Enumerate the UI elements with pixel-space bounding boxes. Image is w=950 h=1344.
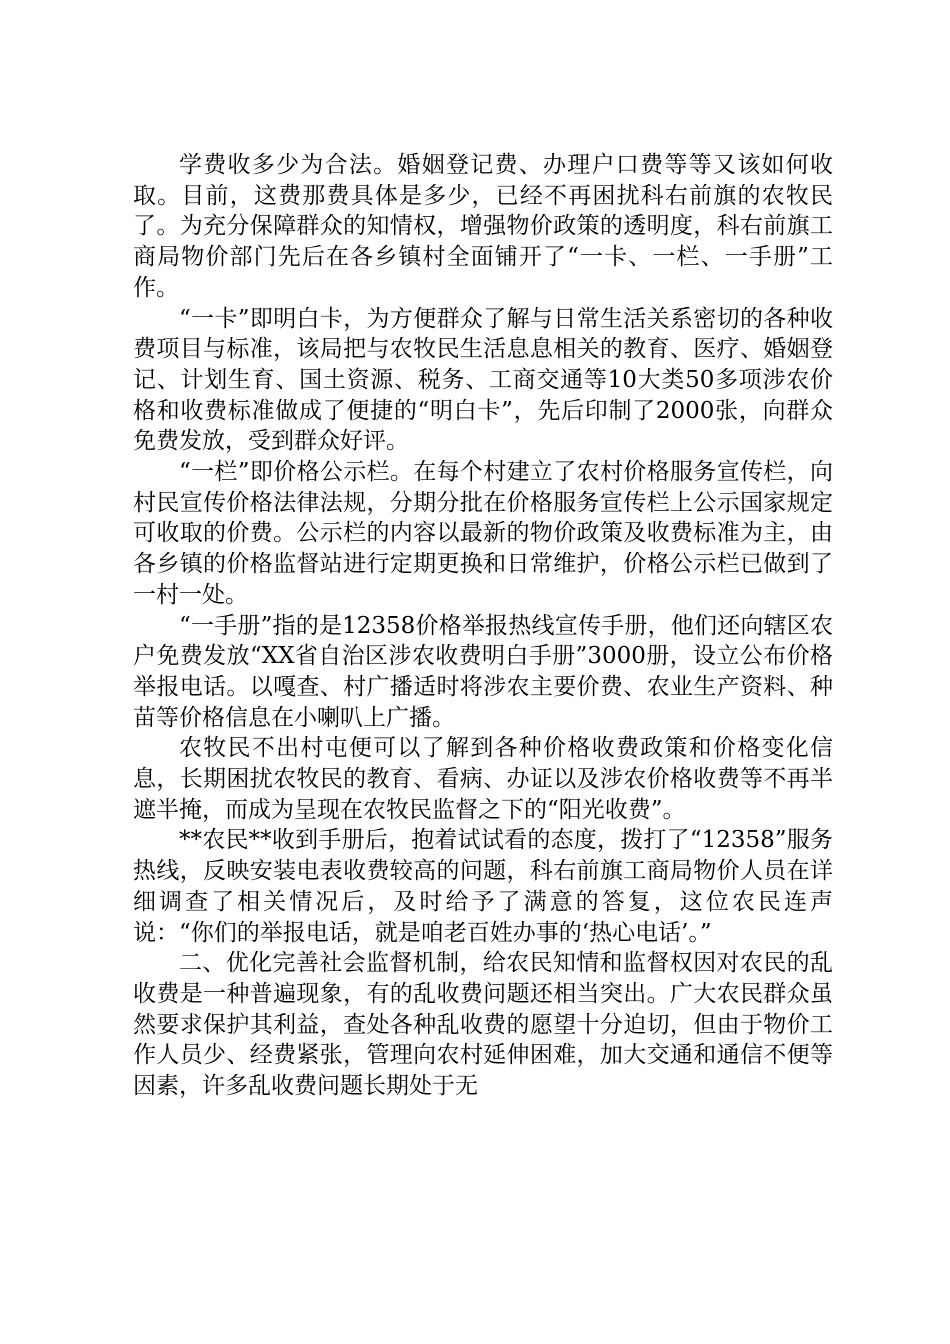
document-body xyxy=(133,150,833,1102)
paragraph-3: “一栏”即价格公示栏。在每个村建立了农村价格服务宣传栏，向村民宣传价格法律法规，分期分批在价格服务宣传栏上公示国家规定可收取的价费。公示栏的内容以最新的物价政策及收费标准为主，由各乡镇的价格监督站进行定期更换和日常维护，价格公示栏已做到了一村一处。 xyxy=(133,459,833,608)
paragraph-6: **农民**收到手册后，抱着试试看的态度，拨打了“12358”服务热线，反映安装电表收费较高的问题，科右前旗工商局物价人员在详细调查了相关情况后，及时给予了满意的答复，这位农民连声说：“你们的举报电话，就是咱老百姓办事的‘热心电话’。” xyxy=(133,827,833,946)
paragraph-5: 农牧民不出村屯便可以了解到各种价格收费政策和价格变化信息，长期困扰农牧民的教育、看病、办证以及涉农价格收费等不再半遮半掩，而成为呈现在农牧民监督之下的“阳光收费”。 xyxy=(133,735,833,823)
paragraph-4: “一手册”指的是12358价格举报热线宣传手册，他们还向辖区农户免费发放“XX省自治区涉农收费明白手册”3000册，设立公布价格举报电话。以嘎查、村广播适时将涉农主要价费、农业生产资料、种苗等价格信息在小喇叭上广播。 xyxy=(133,612,833,731)
paragraph-2: “一卡”即明白卡，为方便群众了解与日常生活关系密切的各种收费项目与标准，该局把与农牧民生活息息相关的教育、医疗、婚姻登记、计划生育、国土资源、税务、工商交通等10大类50多项涉农价格和收费标准做成了便捷的“明白卡”，先后印制了2000张，向群众免费发放，受到群众好评。 xyxy=(133,305,833,455)
paragraph-1: 学费收多少为合法。婚姻登记费、办理户口费等等又该如何收取。目前，这费那费具体是多少，已经不再困扰科右前旗的农牧民了。为充分保障群众的知情权，增强物价政策的透明度，科右前旗工商局物价部门先后在各乡镇村全面铺开了“一卡、一栏、一手册”工作。 xyxy=(133,152,833,301)
paragraph-7: 二、优化完善社会监督机制，给农民知情和监督权因对农民的乱收费是一种普遍现象，有的乱收费问题还相当突出。广大农民群众虽然要求保护其利益，查处各种乱收费的愿望十分迫切，但由于物价工作人员少、经费紧张，管理向农村延伸困难，加大交通和通信不便等因素，许多乱收费问题长期处于无 xyxy=(133,950,833,1100)
